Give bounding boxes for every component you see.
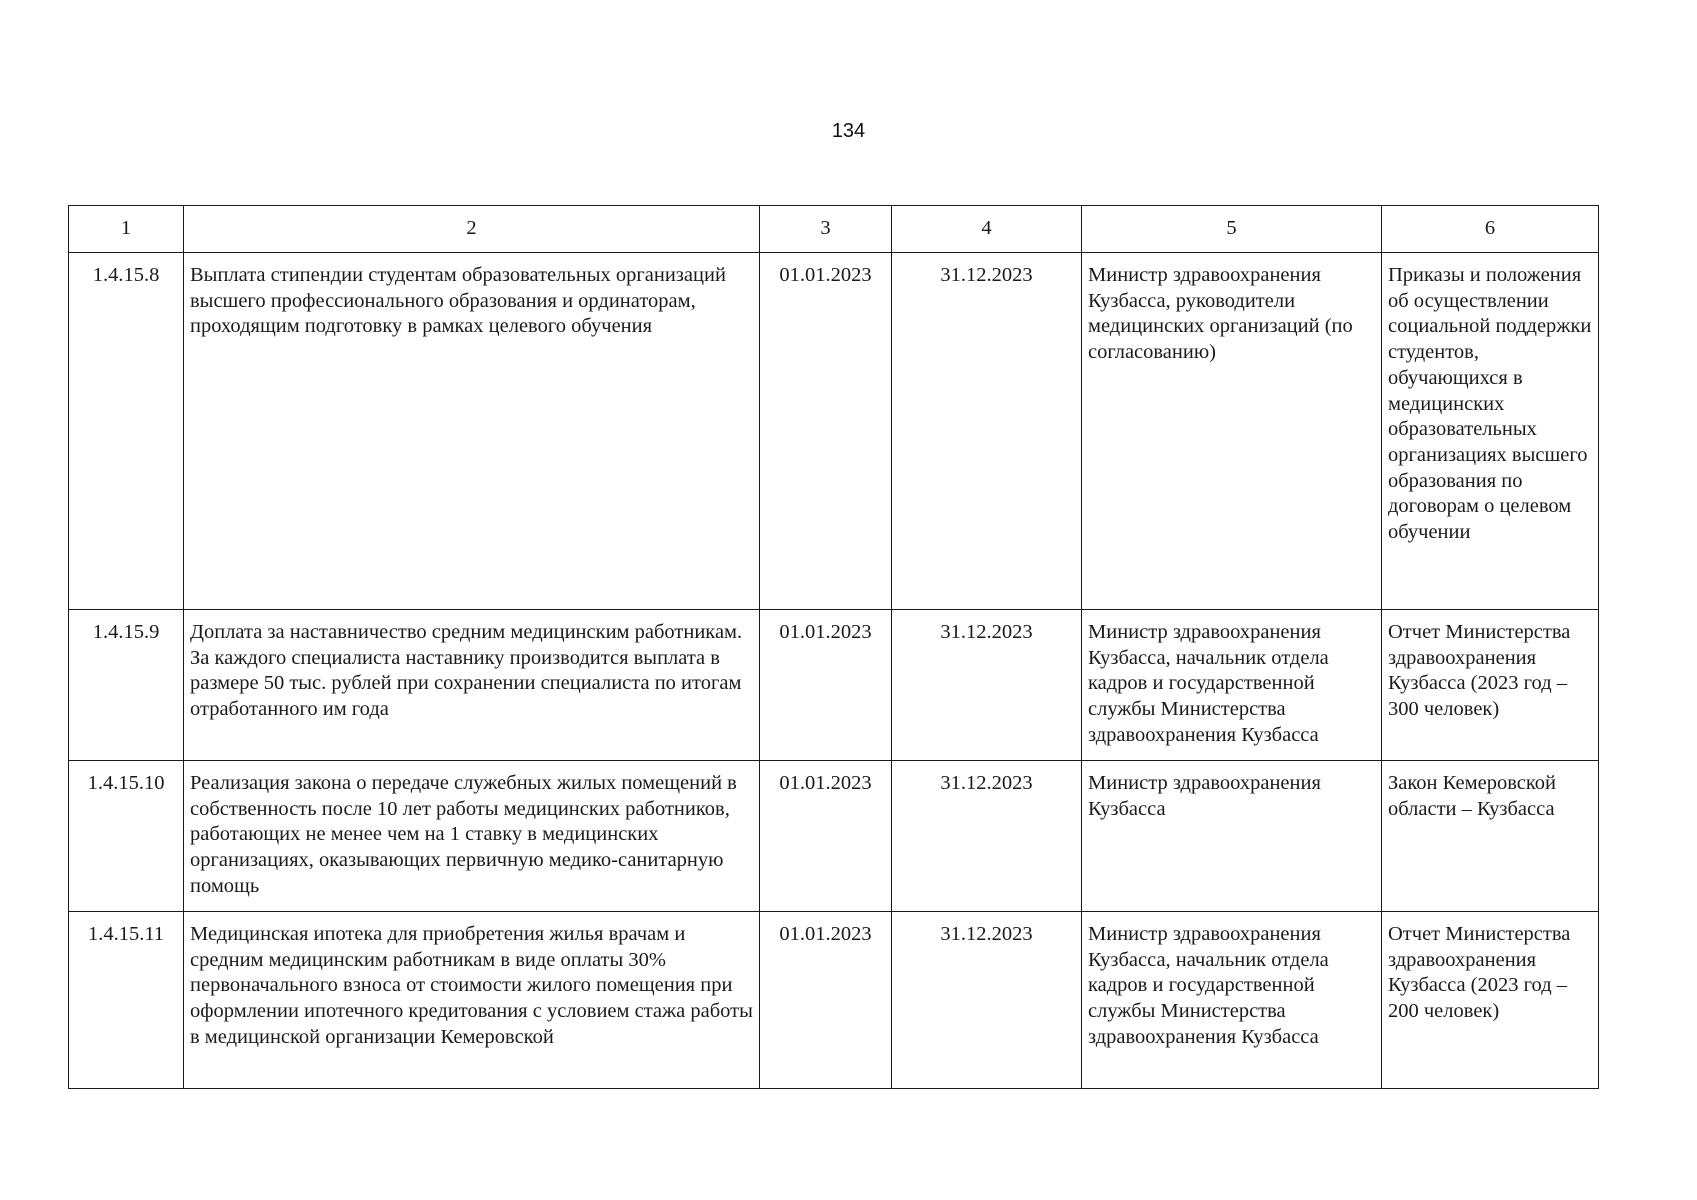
header-row <box>69 206 1599 253</box>
item-description: Медицинская ипотека для приобретения жилья врачам и средним медицинским работникам в виде оплаты 30% первоначального взноса от стоимости жилого помещения при оформлении ипотечного кредитования с условием стажа работы в медицинской организации Кемеровской <box>184 912 760 1089</box>
result: Приказы и положения об осуществлении социальной поддержки студентов, обучающихся в медицинских образовательных организациях высшего образования по договорам о целевом обучении <box>1382 253 1599 610</box>
item-number: 1.4.15.10 <box>69 761 184 912</box>
column-header-6: 6 <box>1382 206 1599 253</box>
item-number: 1.4.15.9 <box>69 610 184 761</box>
end-date: 31.12.2023 <box>892 761 1082 912</box>
item-number: 1.4.15.8 <box>69 253 184 610</box>
responsible: Министр здравоохранения Кузбасса <box>1082 761 1382 912</box>
item-description: Выплата стипендии студентам образовательных организаций высшего профессионального образования и ординаторам, проходящим подготовку в рамках целевого обучения <box>184 253 760 610</box>
item-description: Реализация закона о передаче служебных жилых помещений в собственность после 10 лет работы медицинских работников, работающих не менее чем на 1 ставку в медицинских организациях, оказывающих первичную медико-санитарную помощь <box>184 761 760 912</box>
end-date: 31.12.2023 <box>892 253 1082 610</box>
start-date: 01.01.2023 <box>760 610 892 761</box>
end-date: 31.12.2023 <box>892 912 1082 1089</box>
measures-table <box>68 205 1599 1089</box>
start-date: 01.01.2023 <box>760 761 892 912</box>
responsible: Министр здравоохранения Кузбасса, начальник отдела кадров и государственной службы Министерства здравоохранения Кузбасса <box>1082 610 1382 761</box>
responsible: Министр здравоохранения Кузбасса, начальник отдела кадров и государственной службы Министерства здравоохранения Кузбасса <box>1082 912 1382 1089</box>
column-header-4: 4 <box>892 206 1082 253</box>
start-date: 01.01.2023 <box>760 253 892 610</box>
table-row <box>69 253 1599 610</box>
table-row <box>69 912 1599 1089</box>
table-row <box>69 761 1599 912</box>
table-row <box>69 610 1599 761</box>
result: Отчет Министерства здравоохранения Кузбасса (2023 год – 300 человек) <box>1382 610 1599 761</box>
result: Отчет Министерства здравоохранения Кузбасса (2023 год – 200 человек) <box>1382 912 1599 1089</box>
responsible: Министр здравоохранения Кузбасса, руководители медицинских организаций (по согласованию) <box>1082 253 1382 610</box>
column-header-5: 5 <box>1082 206 1382 253</box>
page-number: 134 <box>831 120 866 142</box>
item-number: 1.4.15.11 <box>69 912 184 1089</box>
end-date: 31.12.2023 <box>892 610 1082 761</box>
column-header-1: 1 <box>69 206 184 253</box>
column-header-3: 3 <box>760 206 892 253</box>
column-header-2: 2 <box>184 206 760 253</box>
start-date: 01.01.2023 <box>760 912 892 1089</box>
result: Закон Кемеровской области – Кузбасса <box>1382 761 1599 912</box>
item-description: Доплата за наставничество средним медицинским работникам. За каждого специалиста наставнику производится выплата в размере 50 тыс. рублей при сохранении специалиста по итогам отработанного им года <box>184 610 760 761</box>
